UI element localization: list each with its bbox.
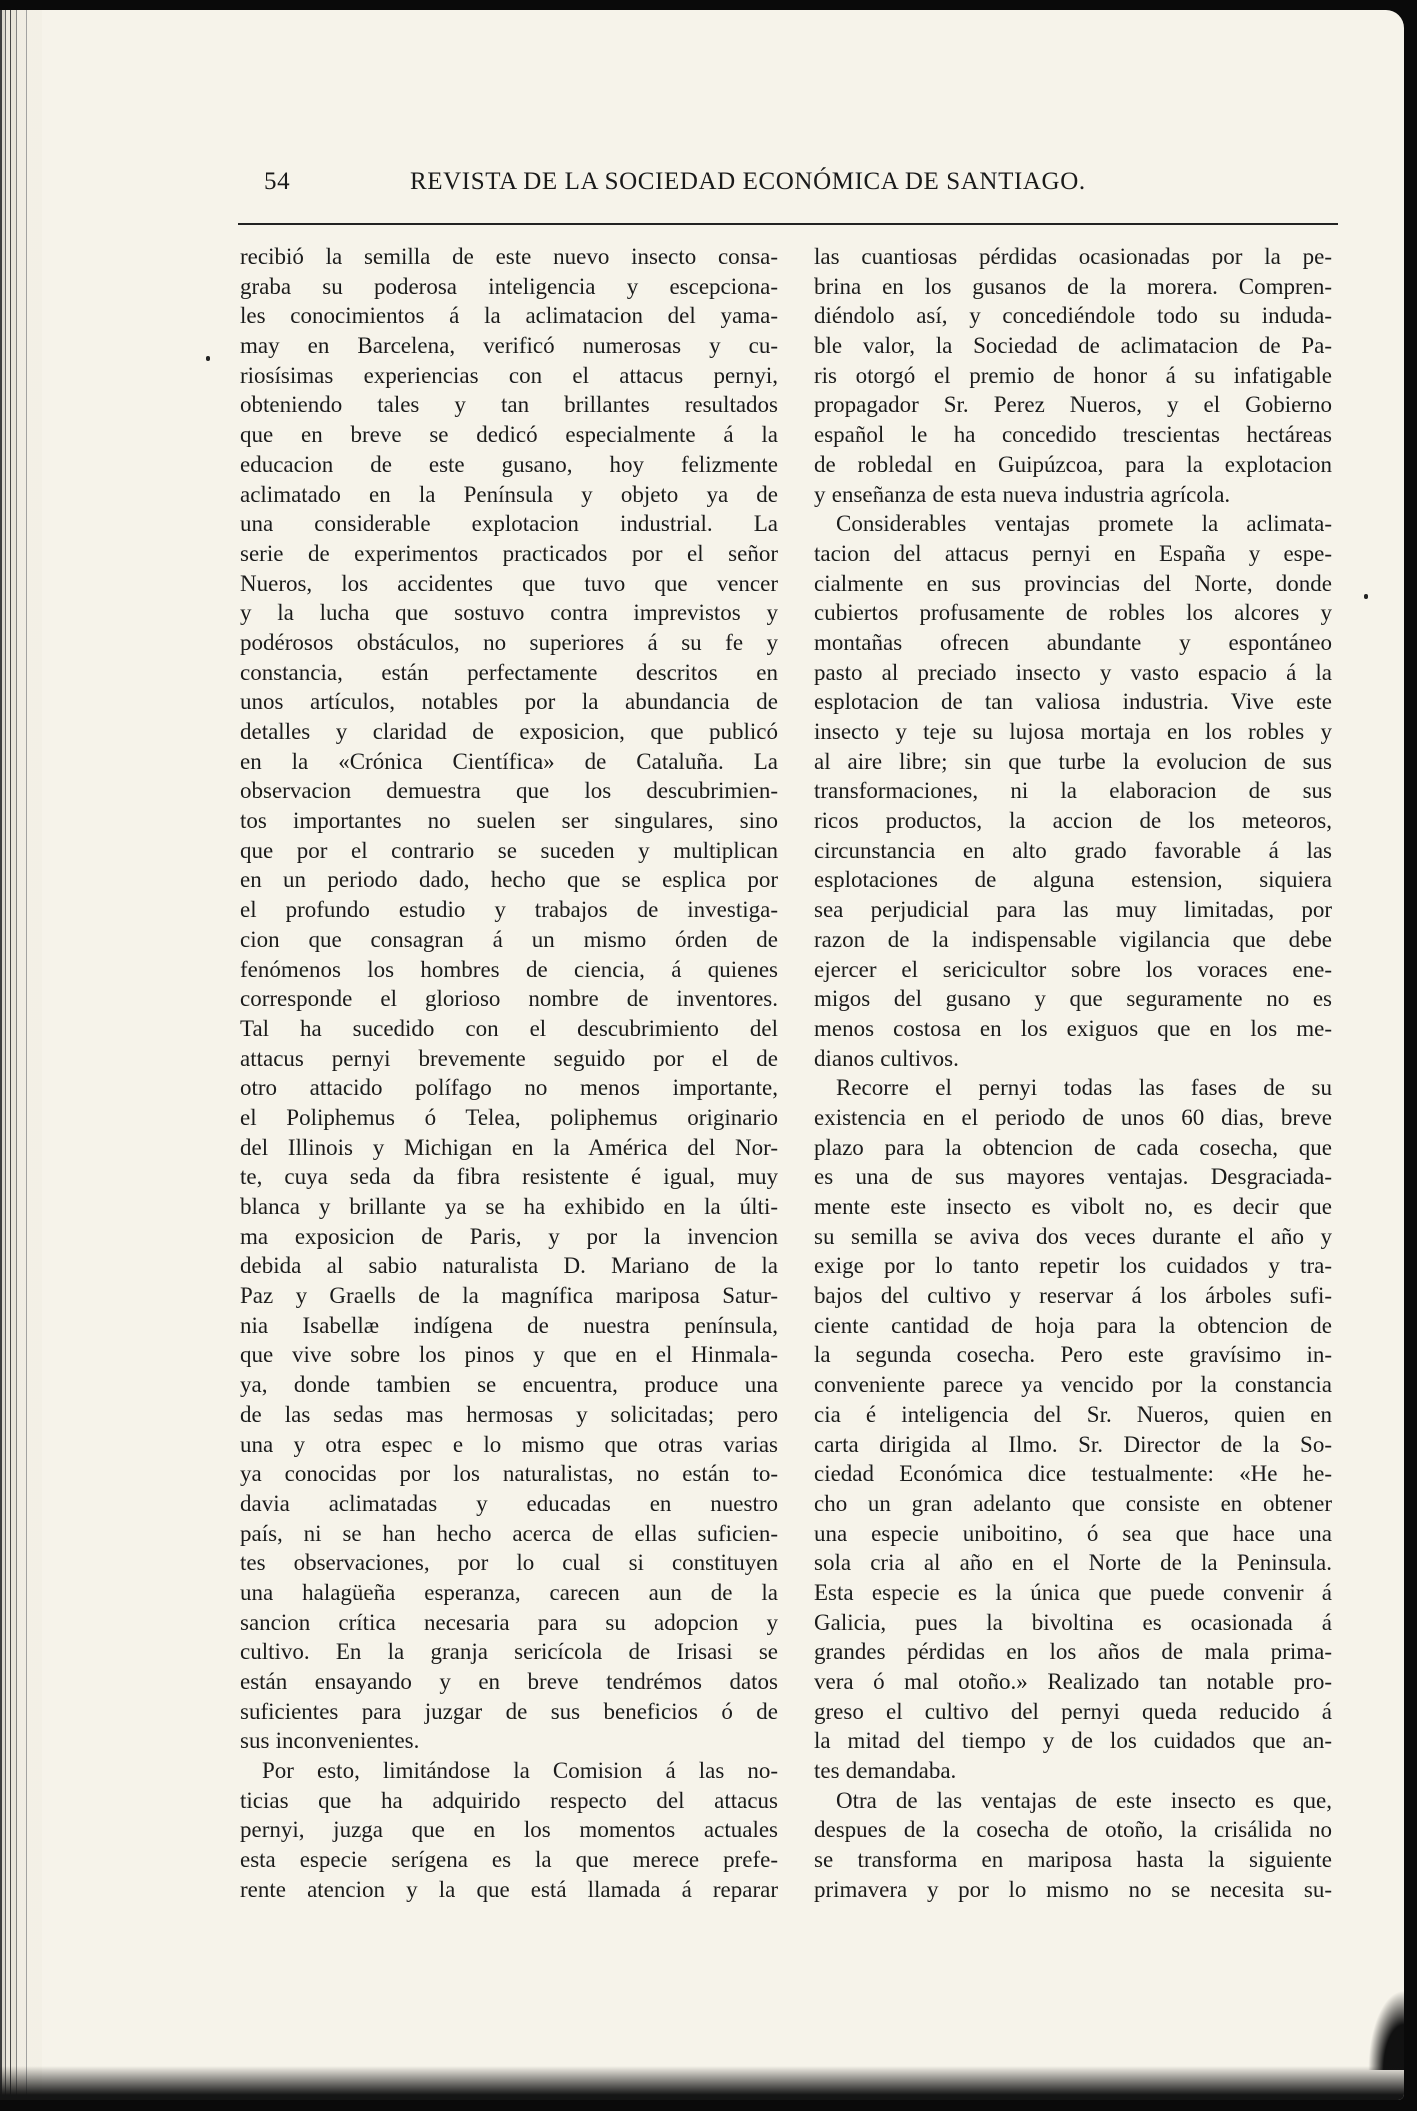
text-line: conveniente parece ya vencido por la constancia: [814, 1372, 1332, 1398]
text-line: montañas ofrecen abundante y espontáneo: [814, 629, 1332, 655]
text-line: blanca y brillante ya se ha exhibido en la últi-: [240, 1194, 778, 1219]
text-line: sancion crítica necesaria para su adopcion y: [240, 1609, 778, 1635]
book-page: [0, 10, 1404, 2100]
text-line: constancia, están perfectamente descritos en: [240, 659, 778, 685]
text-line: exige por lo tanto repetir los cuidados y tra-: [814, 1253, 1332, 1279]
text-line: Galicia, pues la bivoltina es ocasionada á: [814, 1609, 1332, 1635]
text-line: esplotaciones de alguna estension, siquiera: [814, 867, 1332, 893]
text-line: ya, donde tambien se encuentra, produce una: [240, 1372, 778, 1398]
text-line: que por el contrario se suceden y multiplican: [240, 837, 778, 863]
page-bottom-shadow: [0, 2066, 1404, 2100]
text-line: existencia en el periodo de unos 60 dias, breve: [814, 1104, 1332, 1130]
text-line: ma exposicion de Paris, y por la invencion: [240, 1223, 778, 1249]
text-line: unos artículos, notables por la abundancia de: [240, 689, 778, 715]
text-line: una especie uniboitino, ó sea que hace una: [814, 1520, 1332, 1546]
text-line: sola cria al año en el Norte de la Peninsula.: [814, 1550, 1332, 1576]
text-line: ciedad Económica dice testualmente: «He he-: [814, 1461, 1332, 1487]
text-line: ticias que ha adquirido respecto del attacus: [240, 1787, 778, 1813]
text-line: se transforma en mariposa hasta la siguiente: [814, 1847, 1332, 1873]
text-line: corresponde el glorioso nombre de inventores.: [240, 986, 778, 1012]
text-line: tos importantes no suelen ser singulares, sino: [240, 808, 778, 834]
text-line: Esta especie es la única que puede convenir á: [814, 1579, 1332, 1605]
text-column-left: [240, 242, 778, 1905]
text-line: al aire libre; sin que turbe la evolucion de sus: [814, 748, 1332, 774]
text-line: sus inconvenientes.: [240, 1728, 420, 1754]
text-line: aclimatado en la Península y objeto ya de: [240, 481, 778, 507]
text-line: davia aclimatadas y educadas en nuestro: [240, 1490, 778, 1516]
ink-speck: [1364, 594, 1368, 599]
text-line: te, cuya seda da fibra resistente é igual, muy: [240, 1164, 778, 1190]
text-line: de robledal en Guipúzcoa, para la explotacion: [814, 451, 1332, 477]
text-line: brina en los gusanos de la morera. Compren-: [814, 273, 1332, 299]
text-line: una y otra espec e lo mismo que otras varias: [240, 1431, 778, 1457]
text-line: cialmente en sus provincias del Norte, donde: [814, 570, 1332, 596]
text-line: otro attacido polífago no menos importante,: [240, 1075, 778, 1101]
text-line: obteniendo tales y tan brillantes resultados: [240, 392, 778, 418]
text-line: en la «Crónica Científica» de Cataluña. La: [240, 748, 778, 774]
text-line: transformaciones, ni la elaboracion de sus: [814, 778, 1332, 804]
text-line: pernyi, juzga que en los momentos actuales: [240, 1817, 778, 1843]
text-line: tes demandaba.: [814, 1758, 957, 1784]
text-line: grandes pérdidas en los años de mala prima-: [814, 1639, 1332, 1665]
text-line: podérosos obstáculos, no superiores á su fe y: [240, 629, 778, 655]
text-line: cubiertos profusamente de robles los alcores y: [814, 600, 1332, 626]
text-line: español le ha concedido trescientas hectáreas: [814, 422, 1332, 448]
text-line: cho un gran adelanto que consiste en obtener: [814, 1490, 1332, 1516]
text-line: ris otorgó el premio de honor á su infatigable: [814, 362, 1332, 388]
text-line: que en breve se dedicó especialmente á la: [240, 422, 778, 448]
text-line: tes observaciones, por lo cual si constituyen: [240, 1550, 778, 1576]
text-line: primavera y por lo mismo no se necesita su-: [814, 1876, 1332, 1902]
text-line: fenómenos los hombres de ciencia, á quienes: [240, 956, 778, 982]
text-line: la mitad del tiempo y de los cuidados que an-: [814, 1728, 1332, 1754]
text-line: ciente cantidad de hoja para la obtencion de: [814, 1312, 1332, 1338]
text-line: Otra de las ventajas de este insecto es que,: [836, 1787, 1332, 1813]
text-line: cultivo. En la granja sericícola de Irisasi se: [240, 1639, 778, 1665]
text-line: país, ni se han hecho acerca de ellas suficien-: [240, 1520, 778, 1546]
text-line: esplotacion de tan valiosa industria. Vive este: [814, 689, 1332, 715]
text-line: plazo para la obtencion de cada cosecha, que: [814, 1134, 1332, 1160]
text-line: debida al sabio naturalista D. Mariano de la: [240, 1253, 778, 1279]
text-line: suficientes para juzgar de sus beneficios ó de: [240, 1698, 778, 1724]
text-line: y enseñanza de esta nueva industria agrícola.: [814, 481, 1231, 507]
text-line: cion que consagran á un mismo órden de: [240, 926, 778, 952]
text-line: cia é inteligencia del Sr. Nueros, quien en: [814, 1401, 1332, 1427]
text-line: migos del gusano y que seguramente no es: [814, 986, 1332, 1012]
text-line: detalles y claridad de exposicion, que publicó: [240, 719, 778, 744]
text-line: may en Barcelena, verificó numerosas y cu-: [240, 333, 778, 359]
text-line: y la lucha que sostuvo contra imprevistos y: [240, 600, 778, 626]
text-line: recibió la semilla de este nuevo insecto consa-: [240, 244, 778, 269]
text-line: una halagüeña esperanza, carecen aun de la: [240, 1579, 778, 1605]
text-line: observacion demuestra que los descubrimien-: [240, 778, 778, 804]
text-line: el profundo estudio y trabajos de investiga-: [240, 897, 778, 923]
text-line: Por esto, limitándose la Comision á las no-: [262, 1758, 778, 1784]
text-line: una considerable explotacion industrial. La: [240, 511, 778, 537]
text-line: insecto y teje su lujosa mortaja en los robles y: [814, 719, 1332, 744]
text-line: están ensayando y en breve tendrémos datos: [240, 1669, 778, 1694]
page-number: 54: [264, 168, 291, 195]
text-line: sea perjudicial para las muy limitadas, por: [814, 897, 1332, 923]
text-line: la segunda cosecha. Pero este gravísimo in-: [814, 1342, 1332, 1368]
text-line: es una de sus mayores ventajas. Desgraciada-: [814, 1164, 1332, 1190]
text-column-right: [814, 242, 1332, 1905]
text-line: ricos productos, la accion de los meteoros,: [814, 808, 1332, 834]
text-line: diéndolo así, y concediéndole todo su induda-: [814, 303, 1332, 329]
text-line: tacion del attacus pernyi en España y espe-: [814, 540, 1332, 566]
text-line: attacus pernyi brevemente seguido por el de: [240, 1045, 778, 1071]
text-line: mente este insecto es vibolt no, es decir que: [814, 1194, 1332, 1219]
text-line: circunstancia en alto grado favorable á las: [814, 837, 1332, 863]
text-line: ejercer el sericicultor sobre los voraces ene-: [814, 956, 1332, 982]
text-line: rente atencion y la que está llamada á reparar: [240, 1876, 778, 1902]
running-title: REVISTA DE LA SOCIEDAD ECONÓMICA DE SANTIAGO.: [410, 168, 1086, 195]
text-line: las cuantiosas pérdidas ocasionadas por la pe-: [814, 244, 1332, 269]
text-line: de las sedas mas hermosas y solicitadas; pero: [240, 1401, 778, 1427]
text-line: Recorre el pernyi todas las fases de su: [836, 1075, 1332, 1101]
ink-speck: [206, 356, 210, 361]
text-line: del Illinois y Michigan en la América del Nor-: [240, 1134, 778, 1160]
text-line: bajos del cultivo y reservar á los árboles sufi-: [814, 1283, 1332, 1309]
text-line: despues de la cosecha de otoño, la crisálida no: [814, 1817, 1332, 1843]
text-line: nia Isabellæ indígena de nuestra península,: [240, 1312, 778, 1338]
text-line: serie de experimentos practicados por el señor: [240, 540, 778, 566]
text-line: el Poliphemus ó Telea, poliphemus originario: [240, 1104, 778, 1130]
text-line: graba su poderosa inteligencia y escepciona-: [240, 273, 778, 299]
text-line: dianos cultivos.: [814, 1045, 959, 1071]
text-line: que vive sobre los pinos y que en el Hinmala-: [240, 1342, 778, 1368]
text-line: les conocimientos á la aclimatacion del yama-: [240, 303, 778, 329]
text-line: razon de la indispensable vigilancia que debe: [814, 926, 1332, 952]
text-line: ya conocidas por los naturalistas, no están to-: [240, 1461, 778, 1487]
text-line: pasto al preciado insecto y vasto espacio á la: [814, 659, 1332, 685]
text-line: Paz y Graells de la magnífica mariposa Satur-: [240, 1283, 778, 1309]
text-line: Nueros, los accidentes que tuvo que vencer: [240, 570, 778, 596]
text-line: Considerables ventajas promete la aclimata-: [836, 511, 1332, 537]
text-line: propagador Sr. Perez Nueros, y el Gobierno: [814, 392, 1332, 418]
text-line: ble valor, la Sociedad de aclimatacion de Pa-: [814, 333, 1332, 359]
text-line: greso el cultivo del pernyi queda reducido á: [814, 1698, 1332, 1724]
text-line: menos costosa en los exiguos que en los me-: [814, 1015, 1332, 1041]
text-line: Tal ha sucedido con el descubrimiento del: [240, 1015, 778, 1041]
header-rule: [238, 223, 1338, 225]
text-line: esta especie serígena es la que merece prefe-: [240, 1847, 778, 1873]
book-binding-edge: [0, 10, 42, 2100]
page-corner-curl: [1368, 1990, 1404, 2070]
text-line: riosísimas experiencias con el attacus pernyi,: [240, 362, 778, 388]
text-line: educacion de este gusano, hoy felizmente: [240, 451, 778, 477]
text-line: vera ó mal otoño.» Realizado tan notable pro-: [814, 1669, 1332, 1694]
text-line: en un periodo dado, hecho que se esplica por: [240, 867, 778, 893]
text-line: su semilla se aviva dos veces durante el año y: [814, 1223, 1332, 1249]
text-line: carta dirigida al Ilmo. Sr. Director de la So-: [814, 1431, 1332, 1457]
